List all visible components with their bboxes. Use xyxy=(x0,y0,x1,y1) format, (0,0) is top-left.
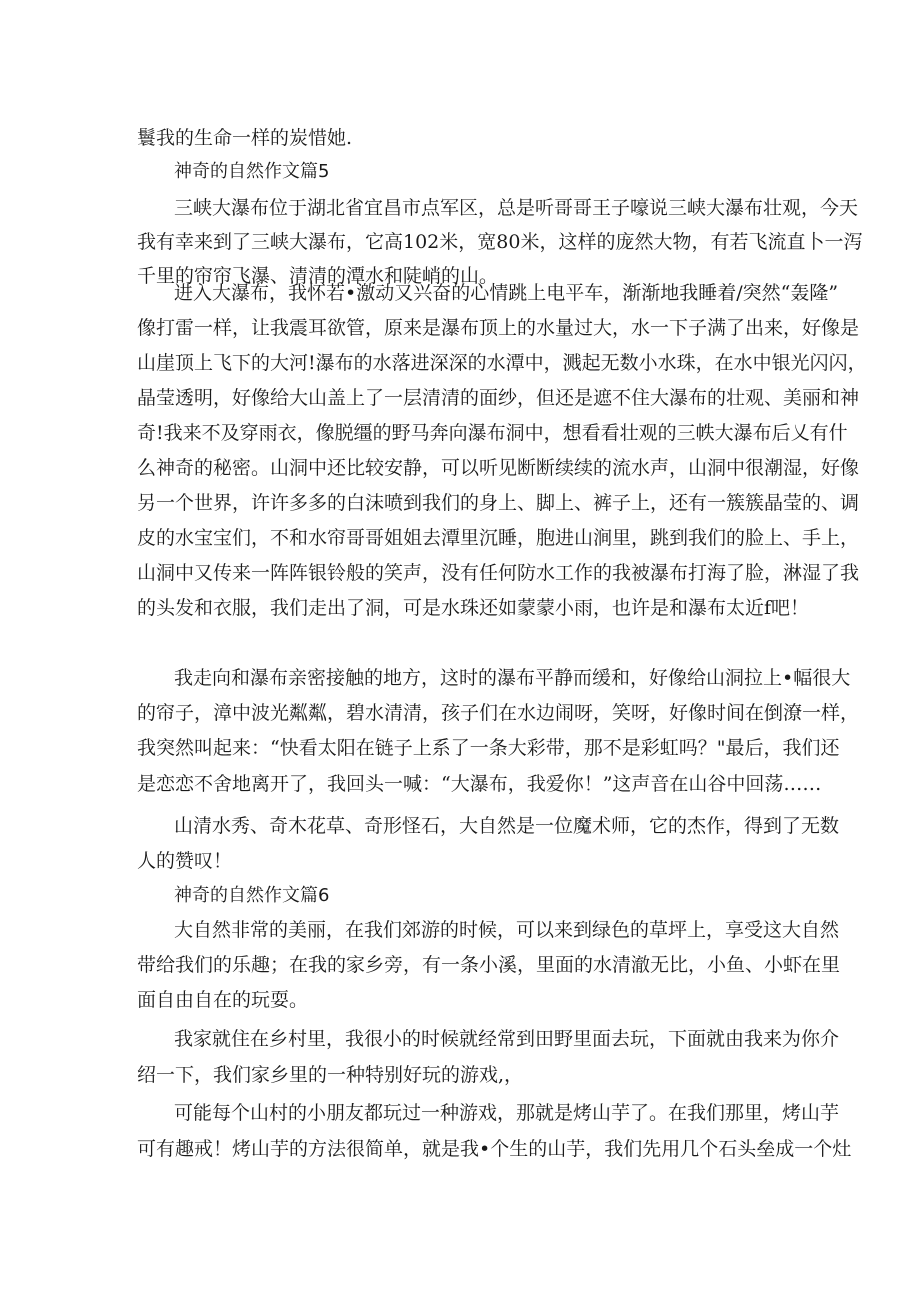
text-line: 的帘子，漳中波光粼粼，碧水清清，孩子们在水边闹呀，笑呀，好像时间在倒潦一样， xyxy=(137,702,860,724)
text-line: 绍一下，我们家乡里的一种特别好玩的游戏,， xyxy=(137,1064,524,1086)
text-line: 山崖顶上飞下的大河!瀑布的水落进深深的水潭中，溅起无数小水珠，在水中银光闪闪， xyxy=(137,352,867,374)
text-line: 像打雷一样，让我震耳欲管，原来是瀑布顶上的水量过大，水一下子满了出来，好像是 xyxy=(137,317,860,339)
paragraph xyxy=(137,1028,840,1098)
text-line: 人的赞叹！ xyxy=(137,850,233,872)
section-heading-5 xyxy=(137,161,780,191)
text-line: 可能每个山村的小朋友都玩过一种游戏，那就是烤山芋了。在我们那里，烤山芋 xyxy=(174,1102,840,1124)
section-title: 神奇的自然作文篇6 xyxy=(174,885,330,906)
text-line: 进入大瀑布，我怀若•激动又兴奋的心情跳上电平车，渐渐地我睡着/突然“轰隆” xyxy=(174,282,839,304)
text-line: 带给我们的乐趣；在我的家乡旁，有一条小溪，里面的水清澈无比，小鱼、小虾在里 xyxy=(137,954,841,976)
paragraph xyxy=(137,282,867,652)
text-line: 可有趣戒！烤山芋的方法很简单，就是我•个生的山芋，我们先用几个石头垒成一个灶 xyxy=(137,1138,852,1160)
text-line: 三峡大瀑布位于湖北省宜昌市点军区，总是听哥哥王子嚎说三峡大瀑布壮观，今天 xyxy=(174,197,859,219)
text-line: 我家就住在乡村里，我很小的时候就经常到田野里面去玩，下面就由我来为你介 xyxy=(174,1028,840,1050)
text-line: 我走向和瀑布亲密接触的地方，这时的瀑布平静而缓和，好像给山洞拉上•幅很大 xyxy=(174,667,851,689)
text-line: 么神奇的秘密。山洞中还比较安静，可以听见断断续续的流水声，山洞中很潮湿，好像 xyxy=(137,457,860,479)
text-line: 是恋恋不舍地离开了，我回头一喊：“大瀑布，我爱你！”这声音在山谷中回荡…… xyxy=(137,773,822,795)
paragraph-continuation xyxy=(137,127,780,157)
text-line: 千里的帘帘飞瀑、清清的潭水和陡峭的山。 xyxy=(137,265,499,287)
text-line: 另一个世界，许许多多的白沫喷到我们的身上、脚上、裤子上，还有一簇簇晶莹的、调 xyxy=(137,492,860,514)
paragraph xyxy=(137,919,841,1019)
text-line: 鬟我的生命一样的炭惜她. xyxy=(137,127,353,149)
text-line: 我突然叫起来：“快看太阳在链子上系了一条大彩带，那不是彩虹吗？"最后，我们还 xyxy=(137,737,840,759)
paragraph xyxy=(137,815,840,885)
text-line: 山洞中又传来一阵阵银铃般的笑声，没有任何防水工作的我被瀑布打海了脸，淋湿了我 xyxy=(137,562,860,584)
text-line: 奇!我来不及穿雨衣，像脱缰的野马奔向瀑布洞中，想看看壮观的三帙大瀑布后乂有什 xyxy=(137,422,848,444)
text-line: 我有幸来到了三峡大瀑布，它高102米，宽80米，这样的庞然大物，有若飞流直卜一泻 xyxy=(137,231,863,253)
text-line: 山清水秀、奇木花草、奇形怪石，大自然是一位魔术师，它的杰作，得到了无数 xyxy=(174,815,840,837)
text-line: 面自由自在的玩耍。 xyxy=(137,989,309,1011)
text-line: 的头发和衣服，我们走出了洞，可是水珠还如蒙蒙小雨，也许是和瀑布太近f吧！ xyxy=(137,597,810,619)
section-heading-6 xyxy=(137,885,780,915)
text-line: 皮的水宝宝们，不和水帘哥哥姐姐去潭里沉睡，胞进山涧里，跳到我们的脸上、手上， xyxy=(137,527,860,549)
paragraph xyxy=(137,667,860,817)
section-title: 神奇的自然作文篇5 xyxy=(174,161,330,182)
text-line: 大自然非常的美丽，在我们郊游的时候，可以来到绿色的草坪上，享受这大自然 xyxy=(174,919,840,941)
paragraph xyxy=(137,1102,852,1172)
text-line: 晶莹透明，好像给大山盖上了一层清清的面纱，但还是遮不住大瀑布的壮观、美丽和神 xyxy=(137,387,860,409)
